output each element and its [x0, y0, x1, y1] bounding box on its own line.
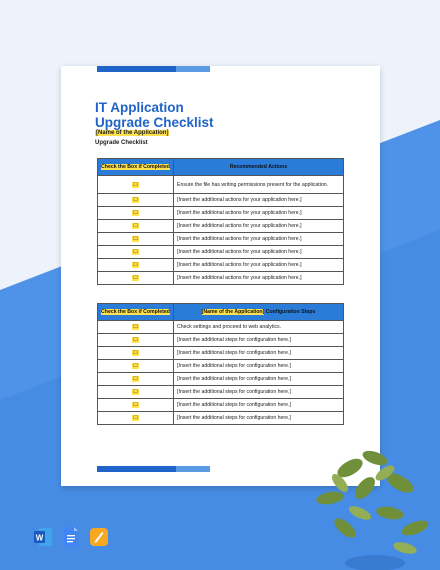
- checkbox[interactable]: ☐: [133, 275, 138, 281]
- row-text: Ensure the file has writing permissions present for the application.: [174, 176, 344, 194]
- table-row: [98, 412, 344, 425]
- row-text: [Insert the additional steps for configuration here.]: [174, 412, 344, 425]
- document-page: [61, 66, 380, 486]
- table-row: [98, 194, 344, 207]
- row-text: [Insert the additional steps for configuration here.]: [174, 373, 344, 386]
- checkbox[interactable]: ☐: [133, 376, 138, 382]
- top-accent-bar: [97, 66, 210, 72]
- table-row: [98, 347, 344, 360]
- row-text: [Insert the additional steps for configuration here.]: [174, 360, 344, 373]
- checkbox[interactable]: ☐: [133, 415, 138, 421]
- checkbox[interactable]: ☐: [133, 350, 138, 356]
- checkbox[interactable]: ☐: [133, 337, 138, 343]
- application-name-placeholder: [Name of the Application]: [96, 130, 169, 136]
- table-row: [98, 373, 344, 386]
- table-row: [98, 334, 344, 347]
- word-icon[interactable]: [34, 526, 52, 548]
- table-row: [98, 386, 344, 399]
- plant-icon: [290, 428, 440, 570]
- table-row: [98, 233, 344, 246]
- configuration-steps-table: [97, 303, 344, 425]
- table-header-check: Check the Box if Completed: [98, 304, 174, 321]
- checkbox[interactable]: ☐: [133, 363, 138, 369]
- app-icons: [34, 526, 108, 548]
- recommended-actions-table: [97, 158, 344, 285]
- row-text: Check settings and proceed to web analytics.: [174, 321, 344, 334]
- table-row: [98, 259, 344, 272]
- table-row: [98, 207, 344, 220]
- checkbox[interactable]: ☐: [133, 249, 138, 255]
- table-row: [98, 360, 344, 373]
- row-text: [Insert the additional actions for your application here.]: [174, 246, 344, 259]
- row-text: [Insert the additional actions for your application here.]: [174, 220, 344, 233]
- table-header-configuration: [Name of the Application] Configuration Steps: [174, 304, 344, 321]
- table-row: [98, 399, 344, 412]
- checkbox[interactable]: ☐: [133, 236, 138, 242]
- row-text: [Insert the additional actions for your application here.]: [174, 233, 344, 246]
- row-text: [Insert the additional steps for configuration here.]: [174, 347, 344, 360]
- checkbox[interactable]: ☐: [133, 210, 138, 216]
- google-docs-icon[interactable]: [62, 526, 80, 548]
- checkbox[interactable]: ☐: [133, 197, 138, 203]
- table-row: [98, 246, 344, 259]
- document-title: IT Application Upgrade Checklist: [95, 100, 214, 130]
- checkbox[interactable]: ☐: [133, 181, 138, 188]
- table-row: [98, 220, 344, 233]
- checkbox[interactable]: ☐: [133, 402, 138, 408]
- row-text: [Insert the additional actions for your application here.]: [174, 272, 344, 285]
- pages-icon[interactable]: [90, 526, 108, 548]
- table-row: [98, 321, 344, 334]
- table-header-check: Check the Box if Completed: [98, 159, 174, 176]
- checkbox[interactable]: ☐: [133, 223, 138, 229]
- row-text: [Insert the additional actions for your application here.]: [174, 259, 344, 272]
- row-text: [Insert the additional steps for configuration here.]: [174, 386, 344, 399]
- row-text: [Insert the additional steps for configuration here.]: [174, 334, 344, 347]
- bottom-accent-bar: [97, 466, 210, 472]
- table-header-actions: Recommended Actions: [174, 159, 344, 176]
- checkbox[interactable]: ☐: [133, 389, 138, 395]
- table-row: [98, 176, 344, 194]
- checkbox[interactable]: ☐: [133, 324, 138, 330]
- row-text: [Insert the additional actions for your application here.]: [174, 194, 344, 207]
- svg-text:W: W: [35, 533, 44, 543]
- row-text: [Insert the additional actions for your application here.]: [174, 207, 344, 220]
- checkbox[interactable]: ☐: [133, 262, 138, 268]
- document-subtitle: Upgrade Checklist: [95, 140, 148, 146]
- row-text: [Insert the additional steps for configuration here.]: [174, 399, 344, 412]
- table-row: [98, 272, 344, 285]
